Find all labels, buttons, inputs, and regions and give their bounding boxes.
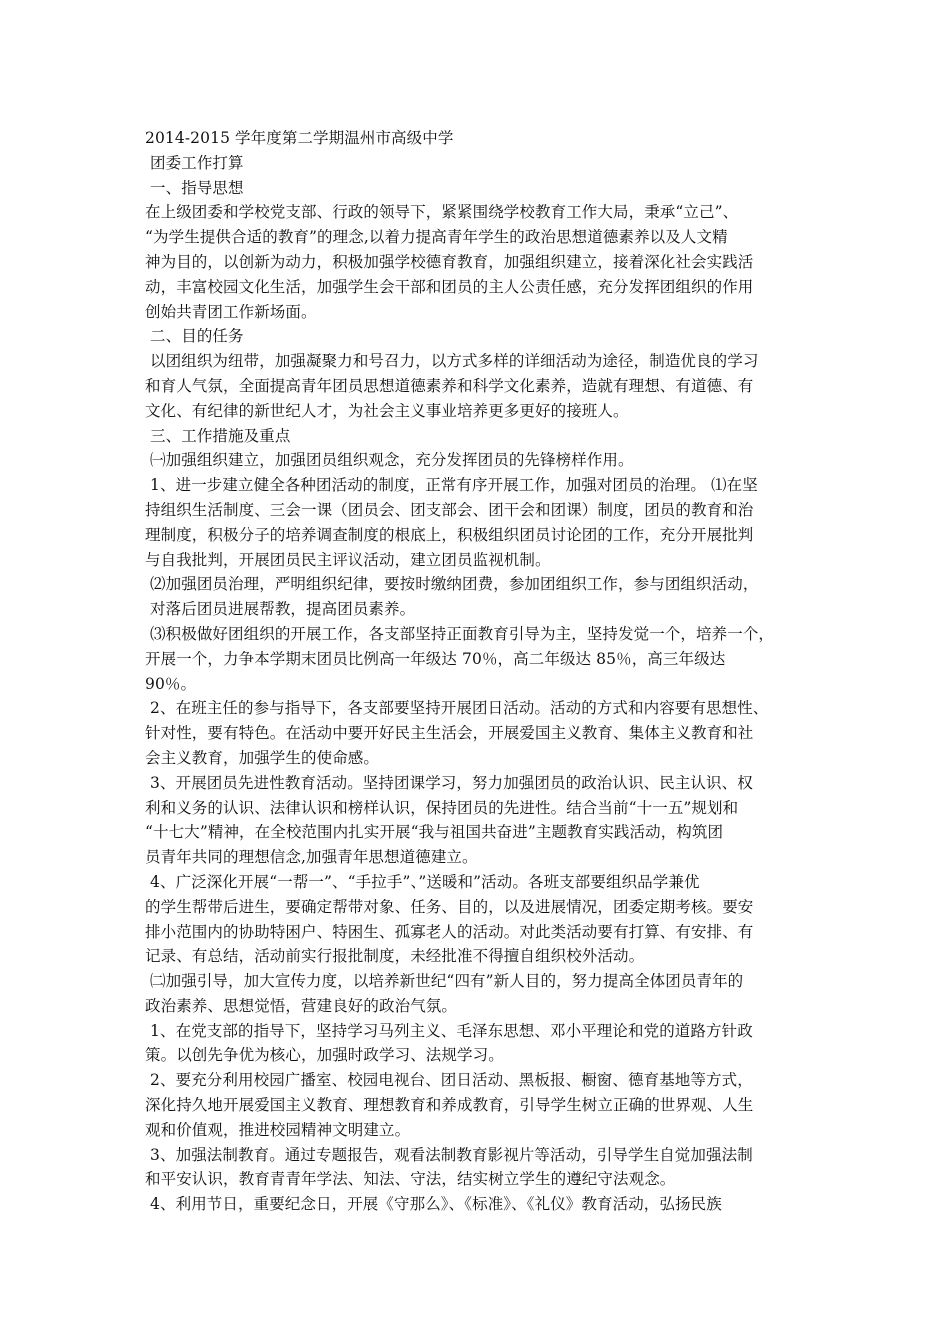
text-line: 文化、有纪律的新世纪人才，为社会主义事业培养更多更好的接班人。 (145, 401, 629, 420)
text-line: 以团组织为纽带，加强凝聚力和号召力，以方式多样的详细活动为途径，制造优良的学习 (145, 352, 759, 371)
text-line: 2、要充分利用校园广播室、校园电视台、团日活动、黑板报、橱窗、德育基地等方式， (145, 1071, 753, 1090)
text-line: 理制度，积极分子的培养调查制度的根底上，积极组织团员讨论团的工作，充分开展批判 (145, 525, 754, 544)
text-line: 深化持久地开展爱国主义教育、理想教育和养成教育，引导学生树立正确的世界观、人生 (145, 1096, 754, 1115)
text-line: 创始共青团工作新场面。 (145, 302, 317, 321)
section-heading-measures: 三、工作措施及重点 (145, 426, 291, 445)
text-line: 4、广泛深化开展“一帮一”、“手拉手”、”送暖和”活动。各班支部要组织品学兼优 (145, 872, 700, 891)
text-line: 会主义教育，加强学生的使命感。 (145, 748, 380, 767)
text-line: ⑵加强团员治理，严明组织纪律，要按时缴纳团费，参加团组织工作，参与团组织活动， (145, 575, 759, 594)
text-line: 和育人气氛，全面提高青年团员思想道德素养和科学文化素养，造就有理想、有道德、有 (145, 376, 754, 395)
text-line: 90％。 (145, 674, 197, 693)
text-line: 利和义务的认识、法律认识和榜样认识，保持团员的先进性。结合当前“十一五”规划和 (145, 798, 739, 817)
text-line: 动，丰富校园文化生活，加强学生会干部和团员的主人公责任感，充分发挥团组织的作用 (145, 277, 754, 296)
text-line: 和平安认识，教育青青年学法、知法、守法，结实树立学生的遵纪守法观念。 (145, 1170, 676, 1189)
text-line: 员青年共同的理想信念,加强青年思想道德建立。 (145, 848, 478, 867)
text-line: 神为目的，以创新为动力，积极加强学校德育教育，加强组织建立，接着深化社会实践活 (145, 252, 754, 271)
text-line: “十七大”精神，在全校范围内扎实开展“我与祖国共奋进”主题教育实践活动，构筑团 (145, 823, 724, 842)
text-line: “为学生提供合适的教育”的理念,以着力提高青年学生的政治思想道德素养以及人文精 (145, 228, 728, 247)
text-line: 2、在班主任的参与指导下，各支部要坚持开展团日活动。活动的方式和内容要有思想性、 (145, 699, 769, 718)
text-line: 开展一个，力争本学期末团员比例高一年级达 70％，高二年级达 85％，高三年级达 (145, 649, 726, 668)
text-line: 与自我批判，开展团员民主评议活动，建立团员监视机制。 (145, 550, 551, 569)
text-line: 在上级团委和学校党支部、行政的领导下，紧紧围绕学校教育工作大局，秉承“立己”、 (145, 203, 739, 222)
text-line: ⑶积极做好团组织的开展工作，各支部坚持正面教育引导为主，坚持发觉一个，培养一个， (145, 624, 775, 643)
text-line: 记录、有总结，活动前实行报批制度，未经批准不得擅自组织校外活动。 (145, 947, 645, 966)
section-heading-objectives: 二、目的任务 (145, 327, 244, 346)
text-line: 策。以创先争优为核心，加强时政学习、法规学习。 (145, 1046, 504, 1065)
text-line: 针对性，要有特色。在活动中要开好民主生活会，开展爱国主义教育、集体主义教育和社 (145, 724, 754, 743)
text-line: 持组织生活制度、三会一课（团员会、团支部会、团干会和团课）制度，团员的教育和治 (145, 500, 754, 519)
text-line: 4、利用节日，重要纪念日，开展《守那么》、《标准》、《礼仪》教育活动，弘扬民族 (145, 1195, 722, 1214)
text-line: 1、在党支部的指导下，坚持学习马列主义、毛泽东思想、邓小平理论和党的道路方针政 (145, 1021, 753, 1040)
section-heading-guiding-thought: 一、指导思想 (145, 178, 244, 197)
document-body (145, 126, 815, 1217)
text-line: 的学生帮带后进生，要确定帮带对象、任务、目的，以及进展情况，团委定期考核。要安 (145, 897, 754, 916)
text-line: 政治素养、思想觉悟，营建良好的政治气氛。 (145, 996, 458, 1015)
text-line: 观和价值观，推进校园精神文明建立。 (145, 1120, 411, 1139)
text-line: 3、开展团员先进性教育活动。坚持团课学习，努力加强团员的政治认识、民主认识、权 (145, 773, 753, 792)
doc-title-line: 2014-2015 学年度第二学期温州市高级中学 (145, 129, 454, 147)
text-line: 3、加强法制教育。通过专题报告，观看法制教育影视片等活动，引导学生自觉加强法制 (145, 1145, 753, 1164)
text-line: 排小范围内的协助特困户、特困生、孤寡老人的活动。对此类活动要有打算、有安排、有 (145, 922, 754, 941)
subsection-heading-1: ㈠加强组织建立，加强团员组织观念，充分发挥团员的先锋榜样作用。 (145, 451, 634, 470)
text-line: 1、进一步建立健全各种团活动的制度，正常有序开展工作，加强对团员的治理。 ⑴在坚 (145, 476, 758, 495)
subsection-heading-2: ㈡加强引导，加大宣传力度，以培养新世纪“四有”新人目的，努力提高全体团员青年的 (145, 972, 744, 991)
text-line: 对落后团员进展帮教，提高团员素养。 (145, 600, 416, 619)
doc-subtitle-line: 团委工作打算 (145, 153, 244, 172)
